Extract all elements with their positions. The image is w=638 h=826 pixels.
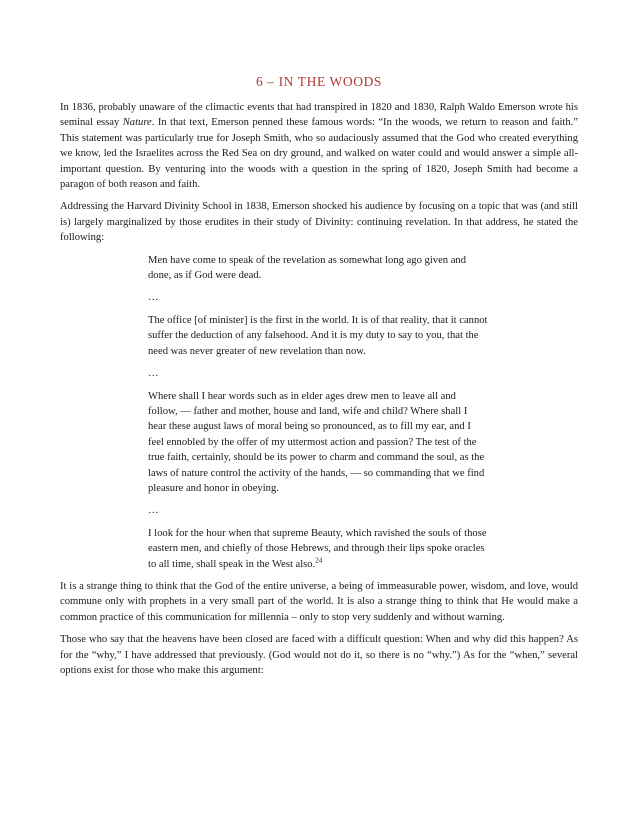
quote-paragraph: The office [of minister] is the first in the world. It is of that reality, that it cannot suffer the deduction of any falsehood. And it is my duty to say to you, that the need was never greater of new revelation than now. bbox=[148, 314, 488, 357]
chapter-title: 6 – IN THE WOODS bbox=[255, 74, 383, 89]
quote-text: I look for the hour when that supreme Beauty, which ravished the souls of those eastern men, and chiefly of those Hebrews, and through their lips spoke oracles to all time, shall speak in the West also. bbox=[148, 527, 487, 570]
document-body bbox=[60, 100, 578, 685]
quote-ellipsis: … bbox=[148, 368, 159, 380]
paragraph-text: In 1836, probably unaware of the climactic events that had transpired in 1820 and 1830, Ralph Waldo Emerson wrote his seminal essay bbox=[60, 102, 578, 129]
block-quote bbox=[148, 253, 488, 572]
quote-ellipsis: … bbox=[148, 505, 159, 517]
footnote-reference[interactable]: 24 bbox=[315, 556, 323, 565]
paragraph-emerson-nature bbox=[60, 100, 578, 192]
quote-paragraph: Where shall I hear words such as in elder ages drew men to leave all and follow, — father and mother, house and land, wife and child? Where shall I hear these august laws of moral being so pronounced, as to fill my ear, and I feel ennobled by the offer of my uttermost action and passion? The test of the true faith, certainly, should be its power to charm and command the soul, as the laws of nature control the activity of the hands, — so commanding that we find pleasure and honor in obeying. bbox=[148, 390, 485, 494]
italic-title-nature: Nature bbox=[122, 117, 152, 129]
quote-paragraph: Men have come to speak of the revelation as somewhat long ago given and done, as if God were dead. bbox=[148, 254, 467, 282]
paragraph-text: . In that text, Emerson penned these famous words: “In the woods, we return to reason and faith.” This statement was particularly true for Joseph Smith, who so audaciously assumed that the God who created everything we know, led the Israelites across the Red Sea on dry ground, and walked on water could and would answer a simple all-important question. By venturing into the woods with a question in the spring of 1820, Joseph Smith had become a paragon of both reason and faith. bbox=[60, 117, 578, 191]
paragraph-strange-thing: It is a strange thing to think that the God of the entire universe, a being of immeasurable power, wisdom, and love, would commune only with prophets in a very small part of the world. It is also a strange thing to think that He would make a common practice of this communication for millennia – only to stop very suddenly and without warning. bbox=[60, 580, 578, 623]
paragraph-harvard-address: Addressing the Harvard Divinity School in 1838, Emerson shocked his audience by focusing on a topic that was (and still is) largely marginalized by those erudites in their study of Divinity: continuing revelation. In that address, he stated the following: bbox=[60, 201, 578, 244]
paragraph-heavens-closed: Those who say that the heavens have been closed are faced with a difficult question: When and why did this happen? As for the “why,” I have addressed that previously. (God would not do it, so there is no “why.”) As for the “when,” several options exist for those who make this argument: bbox=[60, 634, 578, 676]
quote-paragraph-last bbox=[148, 526, 488, 572]
quote-ellipsis: … bbox=[148, 292, 159, 304]
